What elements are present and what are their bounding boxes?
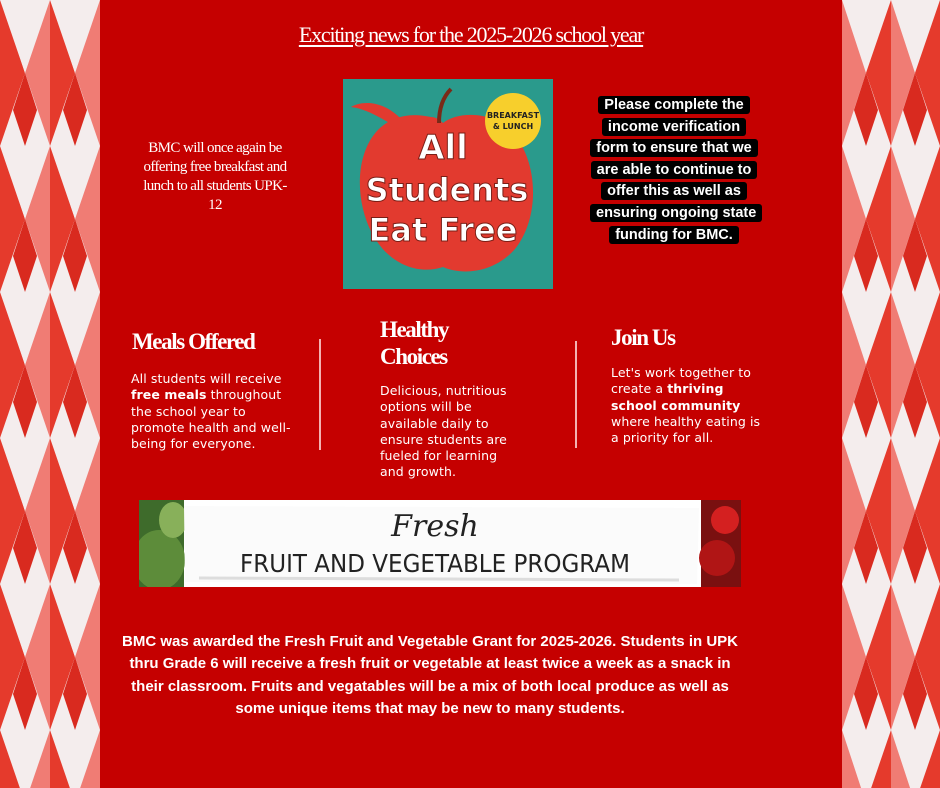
poster-graphic: [343, 79, 553, 289]
meals-offered-text-bold: free meals: [131, 387, 207, 403]
healthy-choices-title-line1: Healthy: [380, 317, 449, 342]
fresh-fruit-vegetable-banner: [139, 500, 741, 587]
meals-offered-text-b: throughout the school year to promote health and well-being for everyone.: [131, 387, 291, 452]
meals-offered-text: [131, 371, 296, 452]
banner-script-word: Fresh: [391, 509, 479, 544]
notice-text: Please complete the income verification form to ensure that we are able to continue to offer this as well as ensuring ongoing state funding for BMC.: [590, 96, 762, 244]
column-divider-2: [575, 341, 577, 448]
all-students-eat-free-poster: [343, 79, 553, 289]
intro-text: BMC will once again be offering free breakfast and lunch to all students UPK-12: [143, 140, 287, 213]
banner-graphic: [139, 500, 741, 587]
poster-badge-line2: & LUNCH: [492, 122, 534, 131]
banner-title: FRUIT AND VEGETABLE PROGRAM: [240, 549, 630, 578]
meals-offered-text-a: All students will receive: [131, 371, 282, 386]
join-us-title: Join Us: [611, 325, 675, 350]
poster-line1: All: [418, 128, 468, 168]
grant-announcement: BMC was awarded the Fresh Fruit and Vegetable Grant for 2025-2026. Students in UPK thru Grade 6 will receive a fresh fruit or vegetable at least twice a week as a snack in their classroom. Fruits and vegatables will be a mix of both local produce as well as some unique items that may be new to many students.: [122, 633, 738, 717]
left-decorative-border: [0, 0, 100, 788]
poster-line3: Eat Free: [368, 211, 518, 249]
healthy-choices-title: [380, 316, 448, 370]
poster-badge-line1: BREAKFAST: [486, 111, 540, 120]
join-us-text: [611, 365, 761, 446]
column-divider-1: [319, 339, 321, 450]
healthy-choices-text: Delicious, nutritious options will be available daily to ensure students are fueled for learning and growth.: [380, 383, 507, 480]
income-verification-notice: [590, 95, 758, 246]
join-us-text-bold: thriving school community: [611, 381, 741, 413]
healthy-choices-title-line2: Choices: [380, 344, 447, 369]
join-us-text-a: Let's work together to create a: [611, 365, 752, 397]
headline: Exciting news for the 2025-2026 school year: [298, 22, 644, 47]
right-decorative-border: [842, 0, 940, 788]
poster-line2: Students: [365, 171, 529, 209]
join-us-text-b: where healthy eating is a priority for all.: [611, 413, 761, 446]
meals-offered-title: Meals Offered: [132, 329, 255, 354]
